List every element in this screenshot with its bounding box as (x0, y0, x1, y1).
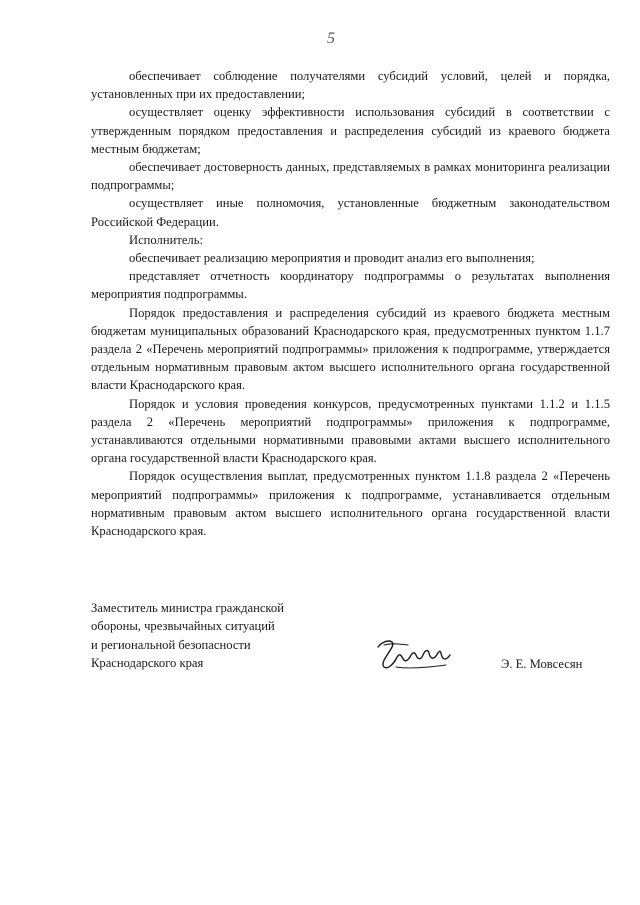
document-body (91, 67, 610, 540)
paragraph: обеспечивает реализацию мероприятия и проводит анализ его выполнения; (129, 251, 535, 266)
paragraph: осуществляет оценку эффективности использования субсидий в соответствии с утвержденным порядком предоставления и распределения субсидий из краевого бюджета местным бюджетам; (91, 105, 610, 156)
paragraph: осуществляет иные полномочия, установленные бюджетным законодательством Российской Федерации. (91, 196, 610, 229)
signer-name: Э. Е. Мовсесян (501, 657, 583, 671)
paragraph: Порядок и условия проведения конкурсов, предусмотренных пунктами 1.1.2 и 1.1.5 раздела 2 «Перечень мероприятий подпрограммы» приложения к подпрограмме, устанавливаются отдельными нормативными правовыми актами высшего исполнительного органа государственной власти Краснодарского края. (91, 396, 610, 466)
handwritten-signature (374, 633, 454, 673)
signer-title-line: и региональной безопасности (91, 637, 251, 652)
signer-title-line: Краснодарского края (91, 656, 204, 671)
signer-title (91, 599, 351, 673)
paragraph: обеспечивает достоверность данных, представляемых в рамках мониторинга реализации подпрограммы; (91, 160, 610, 193)
paragraph: Исполнитель: (129, 232, 203, 247)
signer-title-line: обороны, чрезвычайных ситуаций (91, 619, 275, 634)
paragraph: Порядок предоставления и распределения субсидий из краевого бюджета местным бюджетам муниципальных образований Краснодарского края, предусмотренных пунктом 1.1.7 раздела 2 «Перечень мероприятий подпрограммы» приложения к подпрограмме, утверждается отдельным нормативным правовым актом высшего исполнительного органа государственной власти Краснодарского края. (91, 305, 610, 393)
paragraph: представляет отчетность координатору подпрограммы о результатах выполнения мероприятия подпрограммы. (91, 269, 610, 302)
paragraph: Порядок осуществления выплат, предусмотренных пунктом 1.1.8 раздела 2 «Перечень мероприятий подпрограммы» приложения к подпрограмме, устанавливается отдельным нормативным правовым актом высшего исполнительного органа государственной власти Краснодарского края. (91, 469, 610, 539)
page-number: 5 (327, 30, 335, 47)
signer-title-line: Заместитель министра гражданской (91, 601, 284, 615)
signature-block (91, 599, 611, 679)
paragraph: обеспечивает соблюдение получателями субсидий условий, целей и порядка, установленных при их предоставлении; (91, 69, 610, 102)
